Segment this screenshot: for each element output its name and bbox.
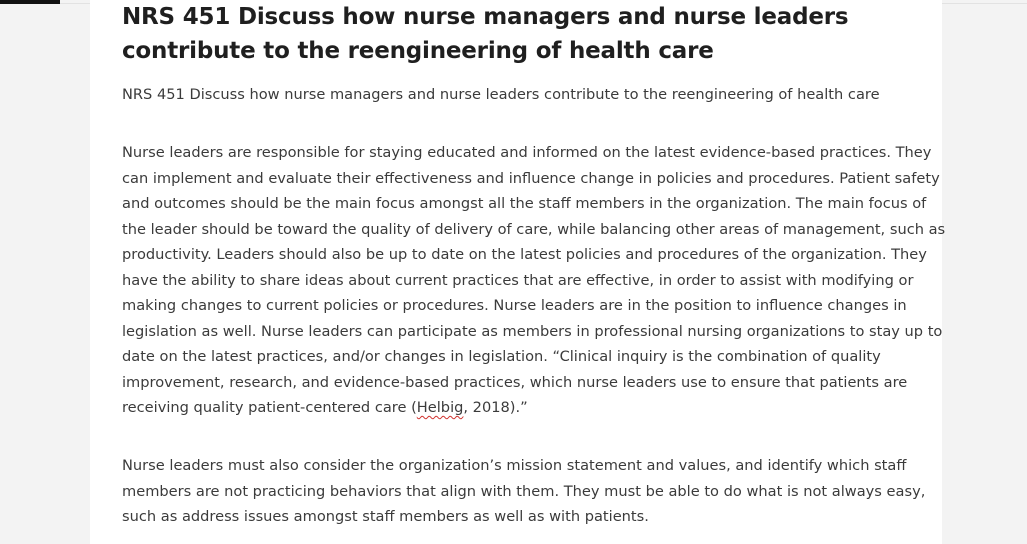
body-paragraph: [122, 453, 925, 530]
paragraph-line: members are not practicing behaviors that align with them. They must be able to do what is not always easy,: [122, 482, 926, 500]
article-title: [122, 0, 917, 68]
paragraph-line: have the ability to share ideas about current practices that are effective, in order to assist with modifying or: [122, 271, 914, 289]
paragraph-line: Nurse leaders are responsible for staying educated and informed on the latest evidence-based practices. They: [122, 144, 932, 161]
top-tab-marker: [0, 0, 60, 4]
paragraph-line: date on the latest practices, and/or changes in legislation. “Clinical inquiry is the combination of quality: [122, 348, 881, 365]
spellcheck-flagged-word[interactable]: Helbig: [416, 399, 464, 416]
paragraph-line: can implement and evaluate their effectiveness and influence change in policies and procedures. Patient safety: [122, 169, 940, 187]
article-title-line: contribute to the reengineering of health care: [122, 38, 714, 64]
paragraph-line: Nurse leaders must also consider the organization’s mission statement and values, and identify which staff: [122, 457, 907, 474]
paragraph-line: and outcomes should be the main focus amongst all the staff members in the organization. The main focus of: [122, 195, 927, 212]
paragraph-line: the leader should be toward the quality of delivery of care, while balancing other areas of management, such as: [122, 220, 946, 238]
paragraph-line: making changes to current policies or procedures. Nurse leaders are in the position to influence changes in: [122, 297, 907, 314]
citation-text-after: , 2018).”: [463, 399, 528, 416]
paragraph-line: such as address issues amongst staff members as well as with patients.: [122, 508, 649, 525]
body-paragraph: [122, 140, 945, 421]
paragraph-line: productivity. Leaders should also be up to date on the latest policies and procedures of the organization. They: [122, 246, 927, 263]
document-page: [90, 0, 946, 544]
paragraph-line: improvement, research, and evidence-based practices, which nurse leaders use to ensure that patients are: [122, 373, 908, 391]
paragraph-line-citation: [122, 395, 945, 421]
paragraph-line: legislation as well. Nurse leaders can participate as members in professional nursing organizations to stay up to: [122, 322, 943, 340]
citation-text-before: receiving quality patient-centered care (: [122, 399, 417, 416]
article-subtitle: NRS 451 Discuss how nurse managers and nurse leaders contribute to the reengineering of health care: [122, 86, 880, 103]
article-title-line: NRS 451 Discuss how nurse managers and nurse leaders: [122, 4, 849, 30]
article-content: [122, 0, 946, 525]
